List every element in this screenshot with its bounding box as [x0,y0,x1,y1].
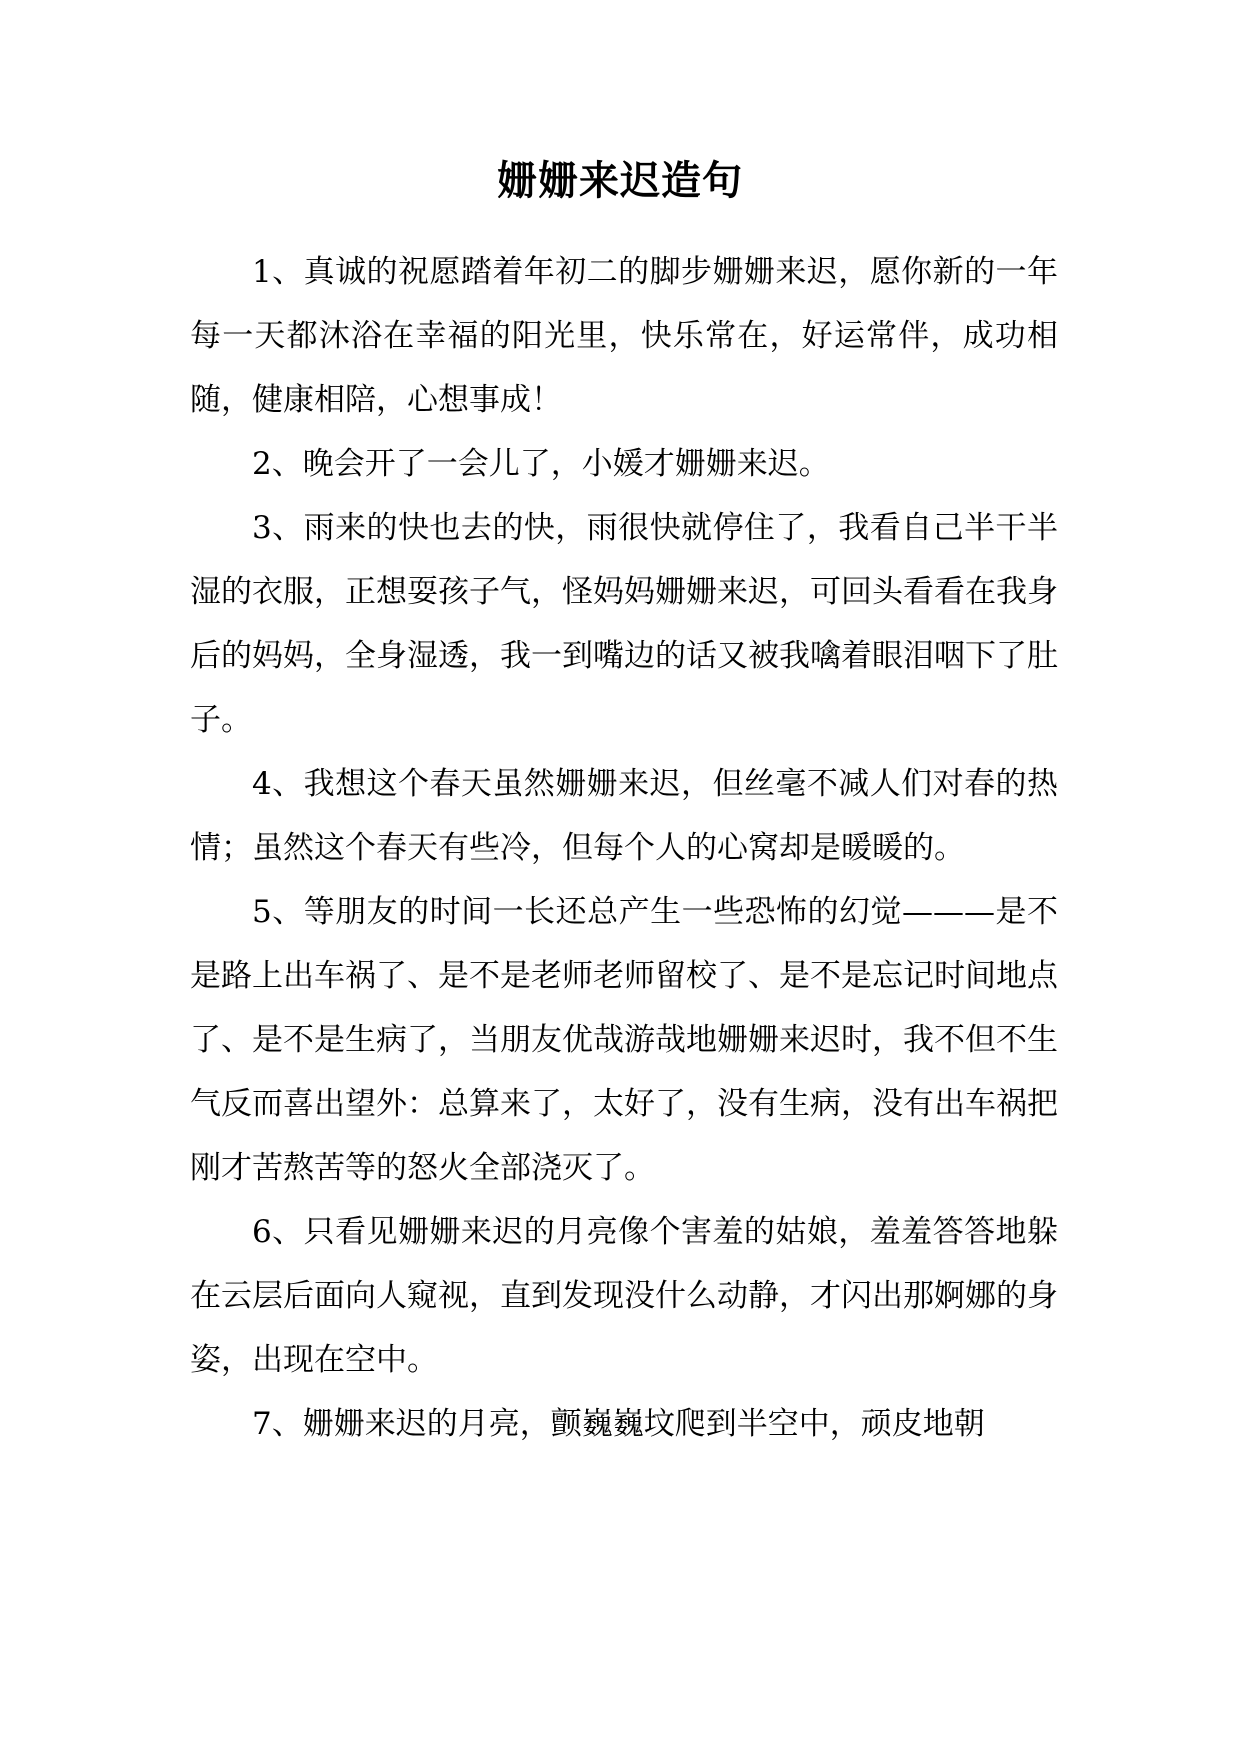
document-body [190,240,1058,1456]
paragraph-4: 4、我想这个春天虽然姗姗来迟，但丝毫不减人们对春的热情；虽然这个春天有些冷，但每个人的心窝却是暖暖的。 [190,766,1058,866]
document-title: 姗姗来迟造句 [497,158,743,204]
paragraph-3: 3、雨来的快也去的快，雨很快就停住了，我看自己半干半湿的衣服，正想耍孩子气，怪妈妈姗姗来迟，可回头看看在我身后的妈妈，全身湿透，我一到嘴边的话又被我噙着眼泪咽下了肚子。 [190,510,1058,738]
paragraph-7: 7、姗姗来迟的月亮，颤巍巍坟爬到半空中，顽皮地朝 [252,1406,985,1442]
paragraph-6: 6、只看见姗姗来迟的月亮像个害羞的姑娘，羞羞答答地躲在云层后面向人窥视，直到发现没什么动静，才闪出那婀娜的身姿，出现在空中。 [190,1214,1058,1378]
paragraph-1: 1、真诚的祝愿踏着年初二的脚步姗姗来迟，愿你新的一年每一天都沐浴在幸福的阳光里，快乐常在，好运常伴，成功相随，健康相陪，心想事成！ [190,254,1058,418]
paragraph-5: 5、等朋友的时间一长还总产生一些恐怖的幻觉———是不是路上出车祸了、是不是老师老师留校了、是不是忘记时间地点了、是不是生病了，当朋友优哉游哉地姗姗来迟时，我不但不生气反而喜出望外：总算来了，太好了，没有生病，没有出车祸把刚才苦熬苦等的怒火全部浇灭了。 [190,894,1058,1186]
paragraph-2: 2、晚会开了一会儿了，小媛才姗姗来迟。 [252,446,830,482]
